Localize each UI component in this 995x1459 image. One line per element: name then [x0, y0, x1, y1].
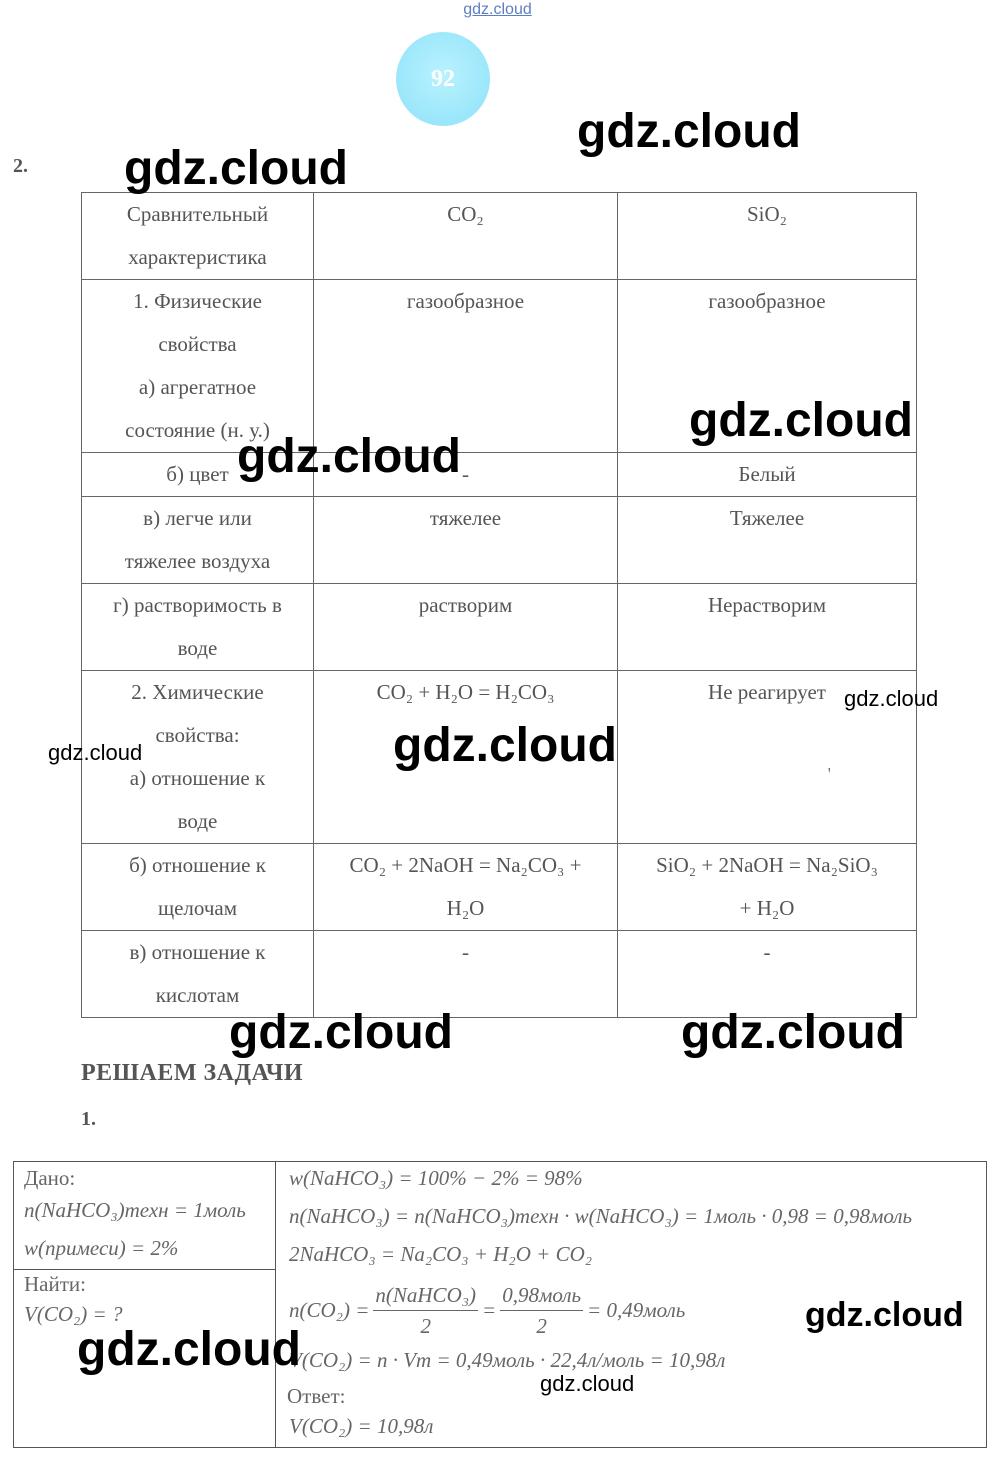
watermark: gdz.cloud	[805, 1296, 964, 1334]
row-label: в) легче или тяжелее воздуха	[124, 506, 271, 573]
watermark: gdz.cloud	[229, 1006, 453, 1059]
row-label: 2. Химические свойства: а) отношение к воде	[129, 680, 266, 833]
given-label: Дано:	[24, 1166, 76, 1190]
watermark: gdz.cloud	[124, 142, 348, 195]
solution-line: w(NaHCO₃) = 100% − 2% = 98%	[289, 1166, 583, 1190]
fraction-equals: =	[482, 1298, 497, 1322]
table-row	[82, 844, 917, 931]
row-label: б) отношение к щелочам	[129, 853, 266, 920]
watermark: gdz.cloud	[540, 1371, 635, 1396]
solution-line: n(NaHCO₃) = n(NaHCO₃)техн · w(NaHCO₃) = 1моль · 0,98 = 0,98моль	[289, 1204, 913, 1228]
fraction-line	[289, 1280, 685, 1341]
co2-value: газообразное	[406, 289, 525, 313]
header-sio2: SiO₂	[746, 202, 787, 226]
given-block	[14, 1162, 275, 1270]
watermark: gdz.cloud	[48, 740, 143, 765]
sio2-value: Тяжелее	[729, 506, 805, 530]
top-watermark[interactable]: gdz.cloud	[463, 1, 532, 18]
watermark: gdz.cloud	[577, 105, 801, 158]
sio2-value: -	[763, 940, 771, 964]
section-title: РЕШАЕМ ЗАДАЧИ	[81, 1060, 303, 1086]
answer-value: V(CO₂) = 10,98л	[289, 1414, 434, 1438]
find-label: Найти:	[24, 1272, 86, 1296]
watermark: gdz.cloud	[681, 1006, 905, 1059]
fraction-2-denominator: 2	[536, 1314, 547, 1338]
watermark: gdz.cloud	[844, 686, 939, 711]
fraction-lhs: n(CO₂) =	[289, 1298, 370, 1322]
table-row	[82, 453, 917, 497]
fraction-1	[373, 1280, 478, 1341]
given-item: w(примеси) = 2%	[24, 1236, 179, 1260]
answer-label: Ответ:	[287, 1384, 346, 1408]
co2-value: CO₂ + H₂O = H₂CO₃	[376, 680, 555, 704]
row-label: г) растворимость в воде	[113, 593, 282, 660]
watermark: gdz.cloud	[689, 394, 913, 447]
fraction-rhs: = 0,49моль	[587, 1298, 686, 1322]
header-co2: CO₂	[447, 202, 484, 226]
given-find-column	[14, 1162, 276, 1447]
co2-value: тяжелее	[429, 506, 502, 530]
fraction-2-numerator: 0,98моль	[500, 1280, 583, 1311]
problem-number: 1.	[81, 1108, 96, 1130]
header-characteristic: Сравнительный характеристика	[126, 202, 269, 269]
comparison-table	[81, 192, 917, 1018]
co2-value: растворим	[418, 593, 513, 617]
solution-line: 2NaHCO₃ = Na₂CO₃ + H₂O + CO₂	[289, 1242, 593, 1266]
watermark: gdz.cloud	[237, 430, 461, 483]
fraction-2	[500, 1280, 583, 1341]
fraction-1-numerator: n(NaHCO₃)	[373, 1280, 478, 1311]
co2-value: CO₂ + 2NaOH = Na₂CO₃ + H₂O	[349, 853, 582, 920]
row-label: в) отношение к кислотам	[129, 940, 266, 1007]
watermark: gdz.cloud	[393, 719, 617, 772]
co2-value: -	[462, 462, 469, 486]
page-number-badge: 92	[396, 32, 490, 126]
row-label: 1. Физические свойства а) агрегатное состояние (н. у.)	[125, 289, 270, 442]
task-number: 2.	[13, 155, 28, 177]
sio2-value: Нерастворим	[707, 593, 827, 617]
row-label: б) цвет	[166, 462, 229, 486]
volume-line: V(CO₂) = n · Vm = 0,49моль · 22,4л/моль = 10,98л	[289, 1348, 726, 1372]
sio2-value: газообразное	[708, 289, 826, 313]
sio2-value: Не реагирует	[708, 680, 826, 704]
find-item: V(CO₂) = ?	[24, 1302, 123, 1326]
sio2-value: SiO₂ + 2NaOH = Na₂SiO₃ + H₂O	[656, 853, 878, 920]
co2-value: -	[462, 940, 469, 964]
fraction-1-denominator: 2	[420, 1314, 431, 1338]
table-header-row	[82, 193, 917, 280]
given-item: n(NaHCO₃)техн = 1моль	[24, 1198, 246, 1222]
table-row	[82, 584, 917, 671]
watermark: gdz.cloud	[77, 1323, 301, 1376]
table-row	[82, 497, 917, 584]
stray-mark: ꞌ	[828, 766, 831, 781]
sio2-value: Белый	[738, 462, 796, 486]
